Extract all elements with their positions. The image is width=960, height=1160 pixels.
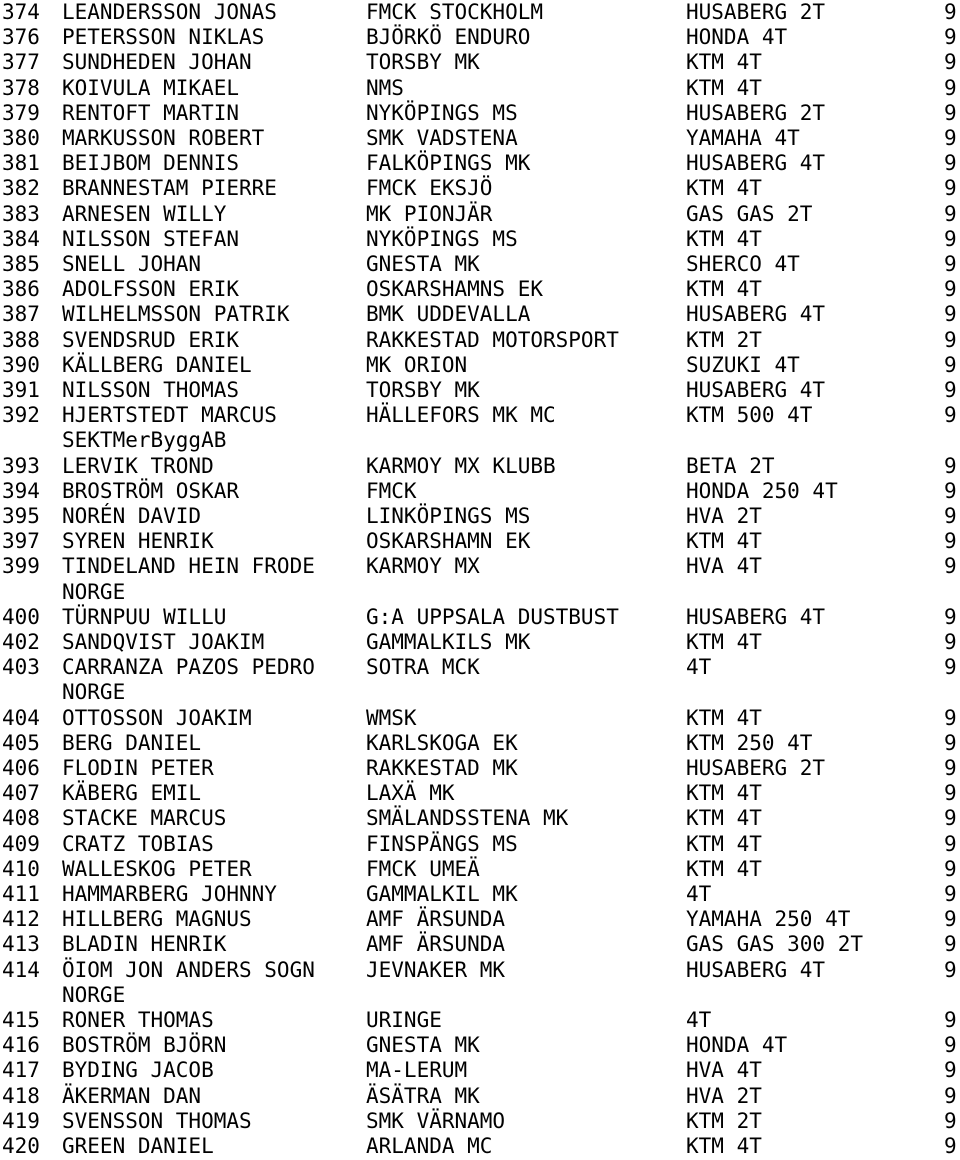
result-row xyxy=(0,25,960,50)
rider-name-continuation: NORGE xyxy=(62,579,126,604)
class-number: 9 xyxy=(944,806,957,831)
rider-name: SANDQVIST JOAKIM xyxy=(62,630,265,654)
start-number: 417 xyxy=(2,1058,40,1083)
bike-model: SHERCO 4T xyxy=(686,252,800,276)
class-number: 9 xyxy=(944,1058,957,1083)
start-number: 404 xyxy=(2,705,40,730)
rider-name: BEIJBOM DENNIS xyxy=(62,151,240,176)
club-name: SMK VADSTENA xyxy=(366,126,518,150)
result-row xyxy=(0,756,960,781)
start-number: 418 xyxy=(2,1083,40,1108)
rider-name: BROSTRÖM OSKAR xyxy=(62,478,240,503)
class-number: 9 xyxy=(944,932,957,957)
result-row xyxy=(0,655,960,680)
bike-model: YAMAHA 4T xyxy=(686,126,800,150)
rider-name: HILLBERG MAGNUS xyxy=(62,907,252,932)
club-name: LAXÄ MK xyxy=(366,781,455,806)
start-number: 420 xyxy=(2,1134,40,1158)
class-number: 9 xyxy=(944,25,957,50)
rider-name: WALLESKOG PETER xyxy=(62,856,252,881)
club-name: URINGE xyxy=(366,1008,442,1032)
start-number: 413 xyxy=(2,932,40,957)
class-number: 9 xyxy=(944,50,957,75)
club-name: GAMMALKIL MK xyxy=(366,882,518,906)
rider-name: ÄKERMAN DAN xyxy=(62,1083,202,1108)
start-number: 408 xyxy=(2,806,40,831)
class-number: 9 xyxy=(944,1083,957,1108)
bike-model: KTM 4T xyxy=(686,529,762,554)
start-number: 394 xyxy=(2,478,40,503)
result-row xyxy=(0,454,960,479)
club-name: SMK VÄRNAMO xyxy=(366,1108,506,1133)
result-row-continuation xyxy=(0,580,960,605)
start-number: 380 xyxy=(2,126,40,150)
bike-model: HUSABERG 4T xyxy=(686,302,826,327)
bike-model: KTM 500 4T xyxy=(686,403,813,428)
rider-name: SNELL JOHAN xyxy=(62,252,202,276)
start-number: 407 xyxy=(2,781,40,806)
club-name: RAKKESTAD MK xyxy=(366,756,518,780)
club-name: KARLSKOGA EK xyxy=(366,730,518,755)
rider-name: ADOLFSSON ERIK xyxy=(62,277,240,302)
result-row xyxy=(0,1058,960,1083)
bike-model: KTM 4T xyxy=(686,277,762,302)
start-number: 374 xyxy=(2,0,40,24)
start-number: 415 xyxy=(2,1008,40,1032)
club-name: SMÄLANDSSTENA MK xyxy=(366,806,569,831)
rider-name: BRANNESTAM PIERRE xyxy=(62,176,277,201)
result-row xyxy=(0,202,960,227)
result-row xyxy=(0,1109,960,1134)
club-name: FINSPÄNGS MS xyxy=(366,831,518,856)
bike-model: KTM 4T xyxy=(686,705,762,730)
result-row xyxy=(0,630,960,655)
bike-model: KTM 4T xyxy=(686,75,762,100)
result-row xyxy=(0,857,960,882)
rider-name-continuation: NORGE xyxy=(62,680,126,705)
start-number: 416 xyxy=(2,1033,40,1058)
result-row xyxy=(0,958,960,983)
bike-model: KTM 4T xyxy=(686,856,762,881)
bike-model: HVA 2T xyxy=(686,1083,762,1108)
rider-name: LERVIK TROND xyxy=(62,453,214,478)
bike-model: HONDA 250 4T xyxy=(686,478,838,503)
club-name: TORSBY MK xyxy=(366,378,480,402)
bike-model: KTM 4T xyxy=(686,806,762,831)
bike-model: KTM 4T xyxy=(686,630,762,654)
start-number: 378 xyxy=(2,75,40,100)
result-row xyxy=(0,50,960,75)
class-number: 9 xyxy=(944,705,957,730)
bike-model: GAS GAS 2T xyxy=(686,201,813,226)
start-number: 410 xyxy=(2,856,40,881)
bike-model: SUZUKI 4T xyxy=(686,352,800,377)
result-row xyxy=(0,806,960,831)
start-number: 400 xyxy=(2,604,40,629)
bike-model: HVA 2T xyxy=(686,504,762,528)
rider-name: SYREN HENRIK xyxy=(62,529,214,554)
bike-model: HVA 4T xyxy=(686,554,762,579)
bike-model: HUSABERG 4T xyxy=(686,151,826,176)
result-row xyxy=(0,832,960,857)
result-row xyxy=(0,151,960,176)
club-name: OSKARSHAMN EK xyxy=(366,529,531,554)
result-row xyxy=(0,781,960,806)
start-number: 419 xyxy=(2,1108,40,1133)
result-row xyxy=(0,605,960,630)
club-name: FMCK STOCKHOLM xyxy=(366,0,544,24)
club-name: WMSK xyxy=(366,705,417,730)
bike-model: HVA 4T xyxy=(686,1058,762,1083)
class-number: 9 xyxy=(944,957,957,982)
club-name: FMCK UMEÄ xyxy=(366,856,480,881)
club-name: FALKÖPINGS MK xyxy=(366,151,531,176)
rider-name: LEANDERSSON JONAS xyxy=(62,0,277,24)
bike-model: KTM 4T xyxy=(686,831,762,856)
class-number: 9 xyxy=(944,478,957,503)
club-name: FMCK EKSJÖ xyxy=(366,176,493,201)
result-row xyxy=(0,76,960,101)
club-name: NYKÖPINGS MS xyxy=(366,226,518,251)
result-row xyxy=(0,302,960,327)
club-name: MK PIONJÄR xyxy=(366,201,493,226)
bike-model: KTM 4T xyxy=(686,781,762,806)
start-number: 384 xyxy=(2,226,40,251)
class-number: 9 xyxy=(944,831,957,856)
class-number: 9 xyxy=(944,151,957,176)
start-number: 383 xyxy=(2,201,40,226)
club-name: SOTRA MCK xyxy=(366,655,480,680)
class-number: 9 xyxy=(944,352,957,377)
class-number: 9 xyxy=(944,1008,957,1032)
class-number: 9 xyxy=(944,75,957,100)
result-row xyxy=(0,907,960,932)
result-row xyxy=(0,403,960,428)
bike-model: KTM 4T xyxy=(686,1134,762,1158)
result-row xyxy=(0,252,960,277)
result-row xyxy=(0,1134,960,1159)
class-number: 9 xyxy=(944,604,957,629)
club-name: ÄSÄTRA MK xyxy=(366,1083,480,1108)
rider-name: WILHELMSSON PATRIK xyxy=(62,302,290,327)
rider-name: BLADIN HENRIK xyxy=(62,932,227,957)
bike-model: HUSABERG 4T xyxy=(686,957,826,982)
club-name: ARLANDA MC xyxy=(366,1134,493,1158)
result-row-continuation xyxy=(0,680,960,705)
start-number: 409 xyxy=(2,831,40,856)
class-number: 9 xyxy=(944,0,957,24)
rider-name: OTTOSSON JOAKIM xyxy=(62,705,252,730)
bike-model: HUSABERG 2T xyxy=(686,756,826,780)
result-row-continuation xyxy=(0,983,960,1008)
class-number: 9 xyxy=(944,1033,957,1058)
rider-name: GREEN DANIEL xyxy=(62,1134,214,1158)
result-row xyxy=(0,0,960,25)
club-name: GAMMALKILS MK xyxy=(366,630,531,654)
bike-model: HUSABERG 2T xyxy=(686,100,826,125)
club-name: KARMOY MX KLUBB xyxy=(366,453,556,478)
start-number: 405 xyxy=(2,730,40,755)
start-number: 411 xyxy=(2,882,40,906)
result-row xyxy=(0,101,960,126)
result-row xyxy=(0,176,960,201)
rider-name: RENTOFT MARTIN xyxy=(62,100,240,125)
class-number: 9 xyxy=(944,327,957,352)
rider-name: RONER THOMAS xyxy=(62,1008,214,1032)
start-number: 406 xyxy=(2,756,40,780)
bike-model: 4T xyxy=(686,882,712,906)
result-row xyxy=(0,1008,960,1033)
rider-name-continuation: NORGE xyxy=(62,982,126,1007)
bike-model: HONDA 4T xyxy=(686,1033,788,1058)
result-row xyxy=(0,126,960,151)
club-name: OSKARSHAMNS EK xyxy=(366,277,544,302)
rider-name: KOIVULA MIKAEL xyxy=(62,75,240,100)
club-name: NYKÖPINGS MS xyxy=(366,100,518,125)
club-name: MA-LERUM xyxy=(366,1058,468,1083)
class-number: 9 xyxy=(944,856,957,881)
club-name: TORSBY MK xyxy=(366,50,480,75)
rider-name: SUNDHEDEN JOHAN xyxy=(62,50,252,75)
club-name: LINKÖPINGS MS xyxy=(366,504,531,528)
rider-name: PETERSSON NIKLAS xyxy=(62,25,265,50)
rider-name: TINDELAND HEIN FRODE xyxy=(62,554,315,579)
rider-name: NILSSON THOMAS xyxy=(62,378,240,402)
rider-name: CRATZ TOBIAS xyxy=(62,831,214,856)
result-row xyxy=(0,731,960,756)
start-number: 377 xyxy=(2,50,40,75)
club-name: BMK UDDEVALLA xyxy=(366,302,531,327)
result-row xyxy=(0,706,960,731)
class-number: 9 xyxy=(944,781,957,806)
start-number: 379 xyxy=(2,100,40,125)
start-number: 402 xyxy=(2,630,40,654)
club-name: G:A UPPSALA DUSTBUST xyxy=(366,604,619,629)
rider-name: SVENSSON THOMAS xyxy=(62,1108,252,1133)
class-number: 9 xyxy=(944,453,957,478)
class-number: 9 xyxy=(944,756,957,780)
rider-name: BERG DANIEL xyxy=(62,730,202,755)
result-row xyxy=(0,479,960,504)
bike-model: KTM 250 4T xyxy=(686,730,813,755)
class-number: 9 xyxy=(944,1134,957,1158)
result-row xyxy=(0,227,960,252)
bike-model: GAS GAS 300 2T xyxy=(686,932,864,957)
bike-model: KTM 2T xyxy=(686,327,762,352)
bike-model: HUSABERG 4T xyxy=(686,604,826,629)
class-number: 9 xyxy=(944,302,957,327)
rider-name: NILSSON STEFAN xyxy=(62,226,240,251)
start-number: 376 xyxy=(2,25,40,50)
result-row xyxy=(0,378,960,403)
club-name: FMCK xyxy=(366,478,417,503)
result-row xyxy=(0,529,960,554)
start-number: 390 xyxy=(2,352,40,377)
class-number: 9 xyxy=(944,226,957,251)
bike-model: 4T xyxy=(686,655,712,680)
rider-name: STACKE MARCUS xyxy=(62,806,227,831)
result-row xyxy=(0,554,960,579)
bike-model: KTM 4T xyxy=(686,226,762,251)
rider-name: CARRANZA PAZOS PEDRO xyxy=(62,655,315,680)
rider-name: HAMMARBERG JOHNNY xyxy=(62,882,277,906)
class-number: 9 xyxy=(944,630,957,654)
club-name: RAKKESTAD MOTORSPORT xyxy=(366,327,619,352)
bike-model: HUSABERG 4T xyxy=(686,378,826,402)
start-number: 414 xyxy=(2,957,40,982)
club-name: HÄLLEFORS MK MC xyxy=(366,403,556,428)
rider-name: BYDING JACOB xyxy=(62,1058,214,1083)
start-number: 412 xyxy=(2,907,40,932)
bike-model: HONDA 4T xyxy=(686,25,788,50)
class-number: 9 xyxy=(944,378,957,402)
bike-model: KTM 4T xyxy=(686,176,762,201)
class-number: 9 xyxy=(944,529,957,554)
result-row xyxy=(0,277,960,302)
rider-name: BOSTRÖM BJÖRN xyxy=(62,1033,227,1058)
bike-model: 4T xyxy=(686,1008,712,1032)
club-name: GNESTA MK xyxy=(366,1033,480,1058)
result-row xyxy=(0,932,960,957)
bike-model: HUSABERG 2T xyxy=(686,0,826,24)
rider-name: SVENDSRUD ERIK xyxy=(62,327,240,352)
club-name: KARMOY MX xyxy=(366,554,480,579)
start-number: 386 xyxy=(2,277,40,302)
class-number: 9 xyxy=(944,176,957,201)
club-name: MK ORION xyxy=(366,352,468,377)
class-number: 9 xyxy=(944,403,957,428)
rider-name: HJERTSTEDT MARCUS xyxy=(62,403,277,428)
rider-name: ARNESEN WILLY xyxy=(62,201,227,226)
class-number: 9 xyxy=(944,882,957,906)
result-row xyxy=(0,882,960,907)
club-name: AMF ÄRSUNDA xyxy=(366,932,506,957)
club-name: GNESTA MK xyxy=(366,252,480,276)
class-number: 9 xyxy=(944,655,957,680)
class-number: 9 xyxy=(944,201,957,226)
class-number: 9 xyxy=(944,504,957,528)
start-number: 392 xyxy=(2,403,40,428)
rider-name-continuation: SEKTMerByggAB xyxy=(62,428,227,453)
start-number: 388 xyxy=(2,327,40,352)
class-number: 9 xyxy=(944,730,957,755)
rider-name: TÜRNPUU WILLU xyxy=(62,604,227,629)
rider-name: NORÉN DAVID xyxy=(62,504,202,528)
result-row xyxy=(0,504,960,529)
class-number: 9 xyxy=(944,1108,957,1133)
start-number: 391 xyxy=(2,378,40,402)
start-number: 403 xyxy=(2,655,40,680)
rider-name: KÄBERG EMIL xyxy=(62,781,202,806)
result-row xyxy=(0,1084,960,1109)
bike-model: KTM 4T xyxy=(686,50,762,75)
rider-name: MARKUSSON ROBERT xyxy=(62,126,265,150)
bike-model: BETA 2T xyxy=(686,453,775,478)
class-number: 9 xyxy=(944,252,957,276)
class-number: 9 xyxy=(944,277,957,302)
class-number: 9 xyxy=(944,100,957,125)
rider-name: ÖIOM JON ANDERS SOGN xyxy=(62,957,315,982)
result-row xyxy=(0,328,960,353)
class-number: 9 xyxy=(944,907,957,932)
club-name: JEVNAKER MK xyxy=(366,957,506,982)
start-number: 382 xyxy=(2,176,40,201)
start-number: 397 xyxy=(2,529,40,554)
start-number: 399 xyxy=(2,554,40,579)
class-number: 9 xyxy=(944,554,957,579)
result-row-continuation xyxy=(0,428,960,453)
rider-name: FLODIN PETER xyxy=(62,756,214,780)
club-name: BJÖRKÖ ENDURO xyxy=(366,25,531,50)
class-number: 9 xyxy=(944,126,957,150)
result-row xyxy=(0,1033,960,1058)
start-number: 393 xyxy=(2,453,40,478)
start-number: 385 xyxy=(2,252,40,276)
result-row xyxy=(0,353,960,378)
bike-model: YAMAHA 250 4T xyxy=(686,907,851,932)
club-name: AMF ÄRSUNDA xyxy=(366,907,506,932)
rider-name: KÄLLBERG DANIEL xyxy=(62,352,252,377)
start-number: 381 xyxy=(2,151,40,176)
bike-model: KTM 2T xyxy=(686,1108,762,1133)
start-number: 387 xyxy=(2,302,40,327)
club-name: NMS xyxy=(366,75,404,100)
start-number: 395 xyxy=(2,504,40,528)
